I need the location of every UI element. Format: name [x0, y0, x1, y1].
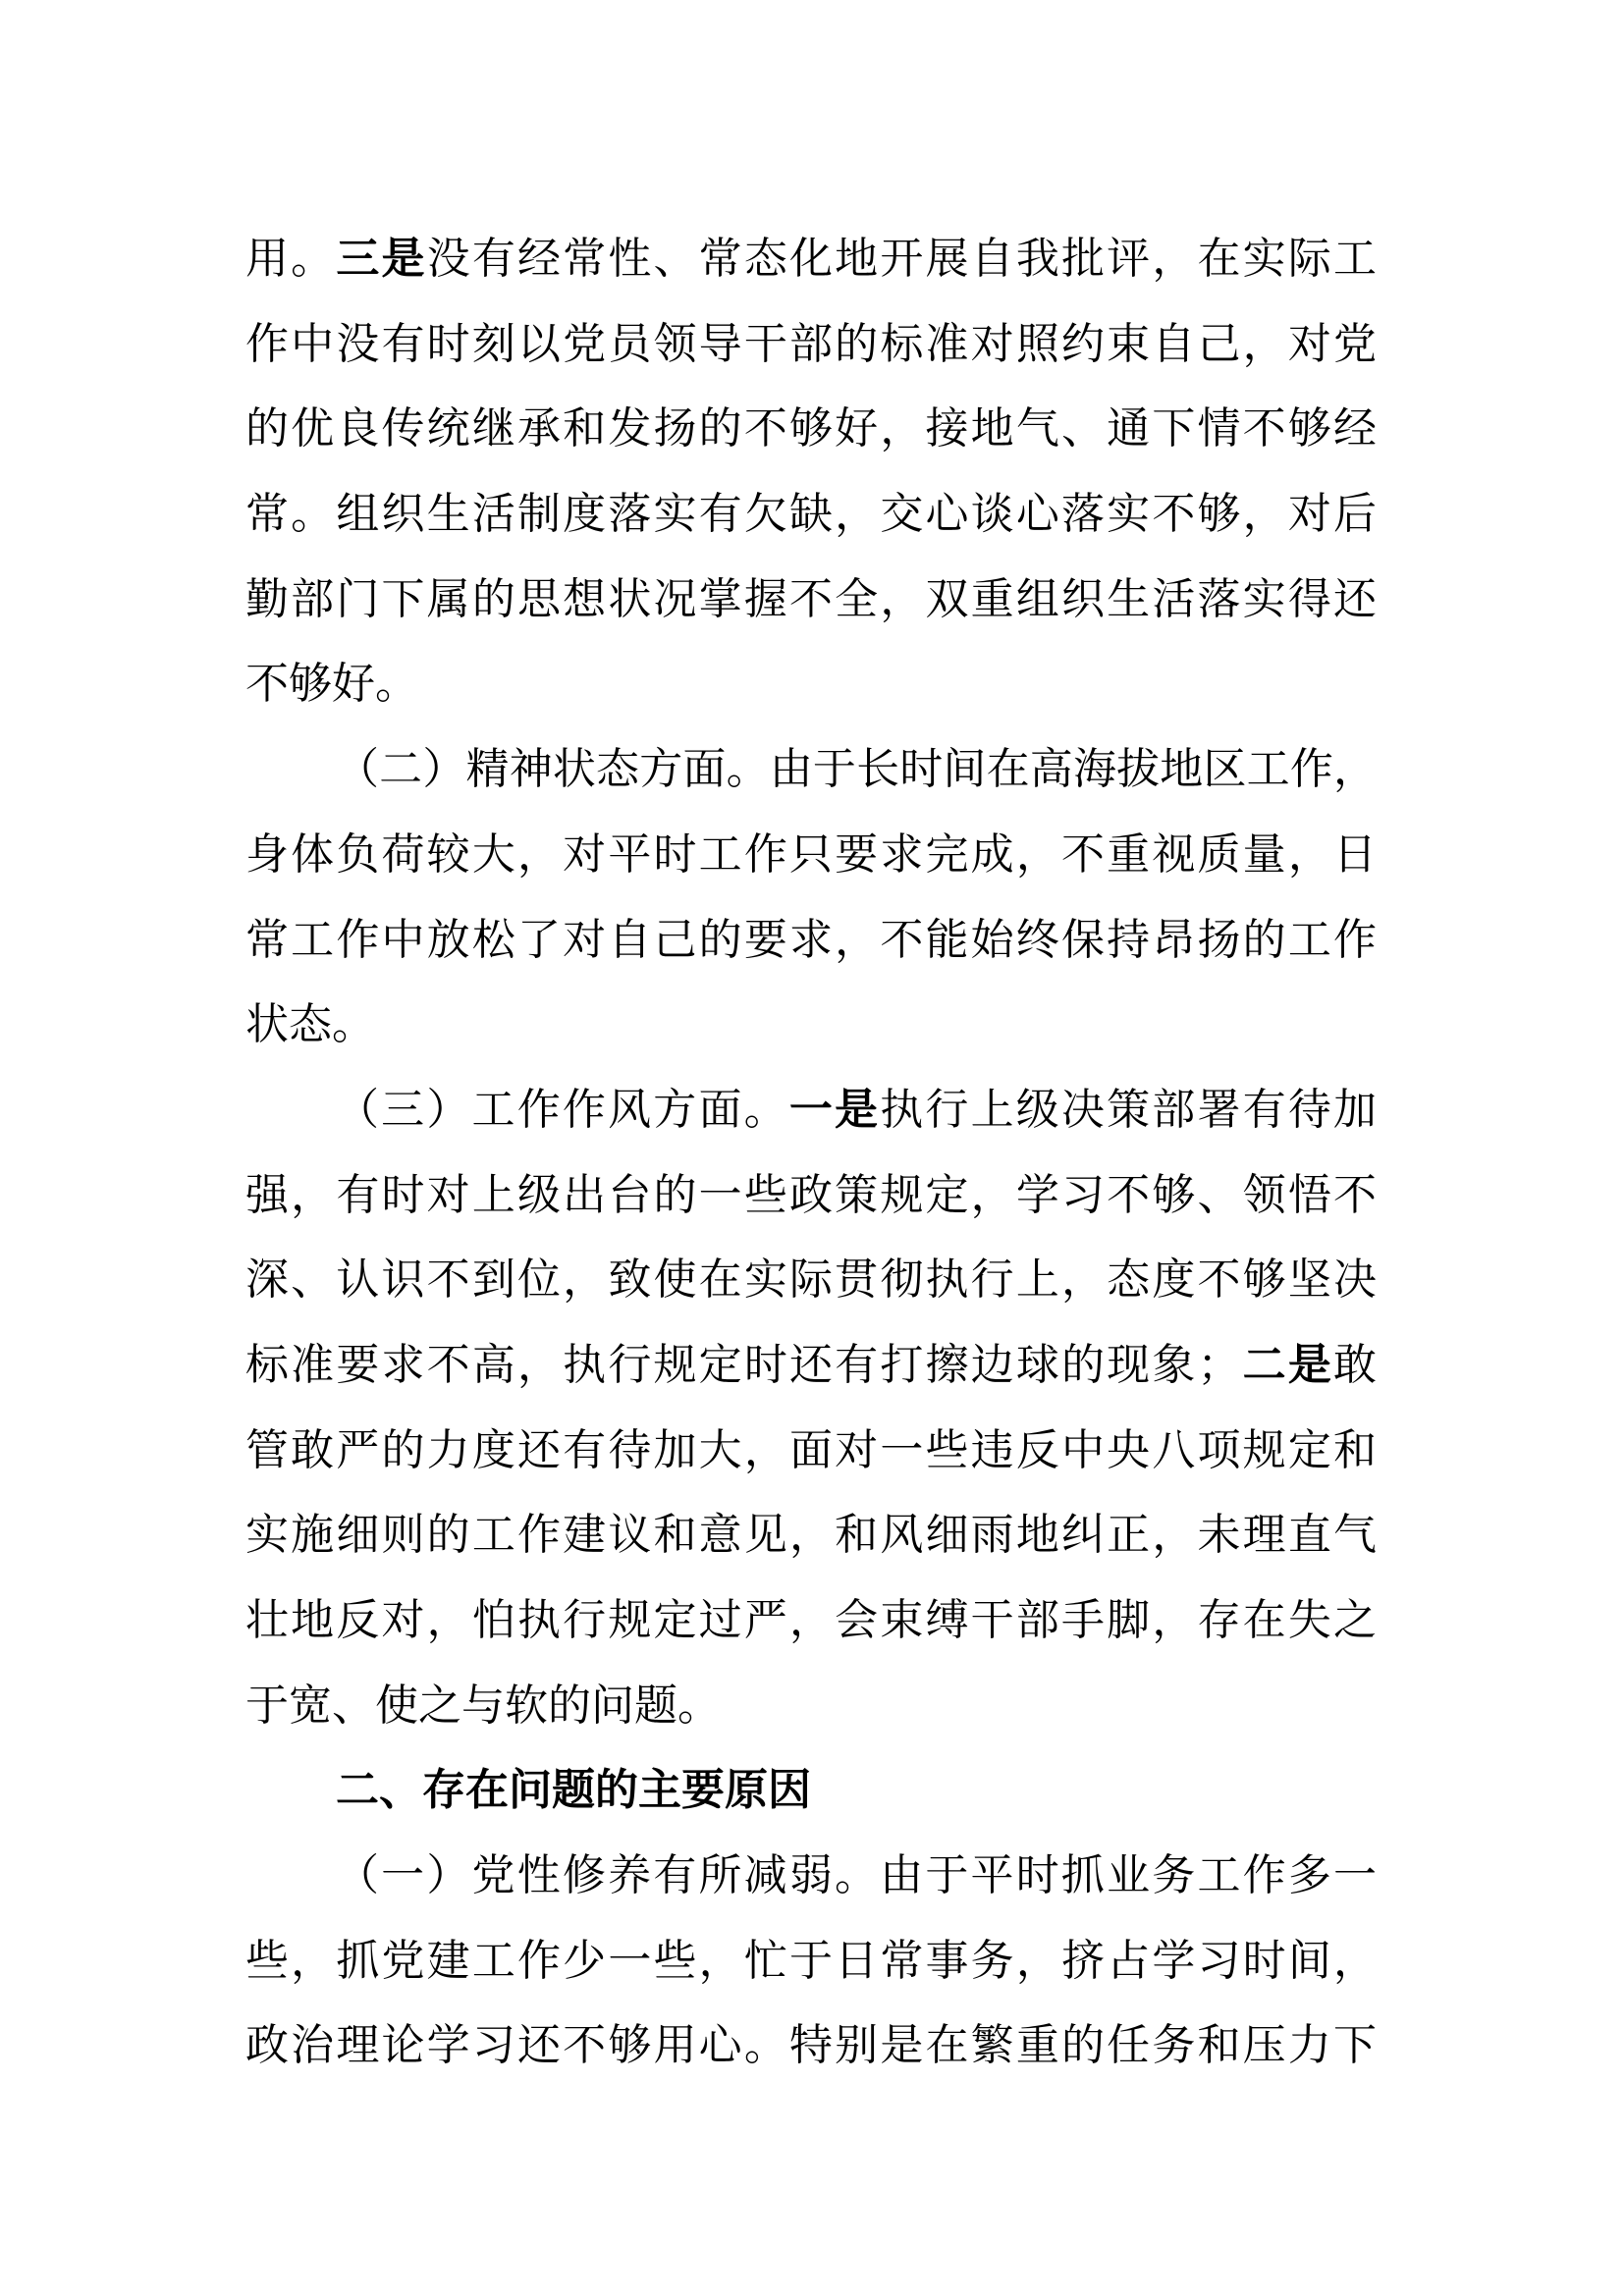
paragraph-line [245, 572, 1377, 658]
paragraph-line [245, 232, 1377, 317]
paragraph-line [245, 1168, 1377, 1254]
line-text: 勤部门下属的思想状况掌握不全，双重组织生活落实得还 [245, 573, 1377, 624]
line-text: 用。 [245, 234, 337, 284]
paragraph-line [245, 997, 1377, 1083]
section-subheading-line [245, 1848, 1377, 1934]
line-text: 常。组织生活制度落实有欠缺，交心谈心落实不够，对后 [245, 489, 1377, 540]
paragraph-line [245, 913, 1377, 998]
line-text: 身体负荷较大，对平时工作只要求完成，不重视质量，日 [245, 828, 1377, 880]
line-text: 于宽、使之与软的问题。 [245, 1680, 721, 1731]
line-text: 没有经常性、常态化地开展自我批评，在实际工 [426, 234, 1378, 284]
paragraph-line [245, 2018, 1377, 2104]
paragraph-line [245, 487, 1377, 572]
line-text: 壮地反对，怕执行规定过严，会束缚干部手脚，存在失之 [245, 1595, 1377, 1645]
line-text: 作中没有时刻以党员领导干部的标准对照约束自己，对党 [245, 318, 1377, 369]
paragraph-line [245, 657, 1377, 742]
paragraph-line [245, 317, 1377, 402]
document-page [245, 232, 1377, 2104]
line-text: 敢 [1333, 1339, 1378, 1390]
paragraph-line [245, 1679, 1377, 1764]
line-text: 常工作中放松了对自己的要求，不能始终保持昂扬的工作 [245, 914, 1377, 965]
line-text: 状态。 [245, 999, 375, 1050]
line-text: 强，有时对上级出台的一些政策规定，学习不够、领悟不 [245, 1169, 1377, 1220]
line-text: （三）工作作风方面。 [336, 1084, 789, 1135]
bold-label: 一是 [788, 1084, 881, 1135]
paragraph-line [245, 1253, 1377, 1338]
line-text: 深、认识不到位，致使在实际贯彻执行上，态度不够坚决 [245, 1255, 1377, 1306]
paragraph-line [245, 1593, 1377, 1679]
paragraph-line [245, 401, 1377, 487]
line-text: 的优良传统继承和发扬的不够好，接地气、通下情不够经 [245, 403, 1377, 454]
paragraph-line [245, 1423, 1377, 1509]
line-text: 实施细则的工作建议和意见，和风细雨地纠正，未理直气 [245, 1510, 1377, 1561]
line-text: （一）党性修养有所减弱。由于平时抓业务工作多一 [336, 1850, 1377, 1901]
section-heading [245, 1763, 1377, 1848]
paragraph-line [245, 828, 1377, 913]
line-text: 政治理论学习还不够用心。特别是在繁重的任务和压力下 [245, 2020, 1377, 2071]
paragraph-line [245, 1934, 1377, 2019]
bold-label: 三是 [336, 234, 427, 284]
line-text: 不够好。 [245, 659, 418, 710]
paragraph-line [245, 1338, 1377, 1423]
paragraph-line [245, 1508, 1377, 1593]
line-text: （二）精神状态方面。由于长时间在高海拔地区工作， [336, 744, 1377, 795]
bold-label: 二是 [1240, 1339, 1334, 1390]
line-text: 标准要求不高，执行规定时还有打擦边球的现象； [245, 1339, 1241, 1390]
line-text: 管敢严的力度还有待加大，面对一些违反中央八项规定和 [245, 1424, 1377, 1475]
section-subheading-line [245, 1083, 1377, 1168]
heading-text: 二、存在问题的主要原因 [336, 1765, 811, 1816]
section-subheading-line [245, 742, 1377, 828]
line-text: 些，抓党建工作少一些，忙于日常事务，挤占学习时间， [245, 1935, 1377, 1986]
line-text: 执行上级决策部署有待加 [880, 1084, 1378, 1135]
